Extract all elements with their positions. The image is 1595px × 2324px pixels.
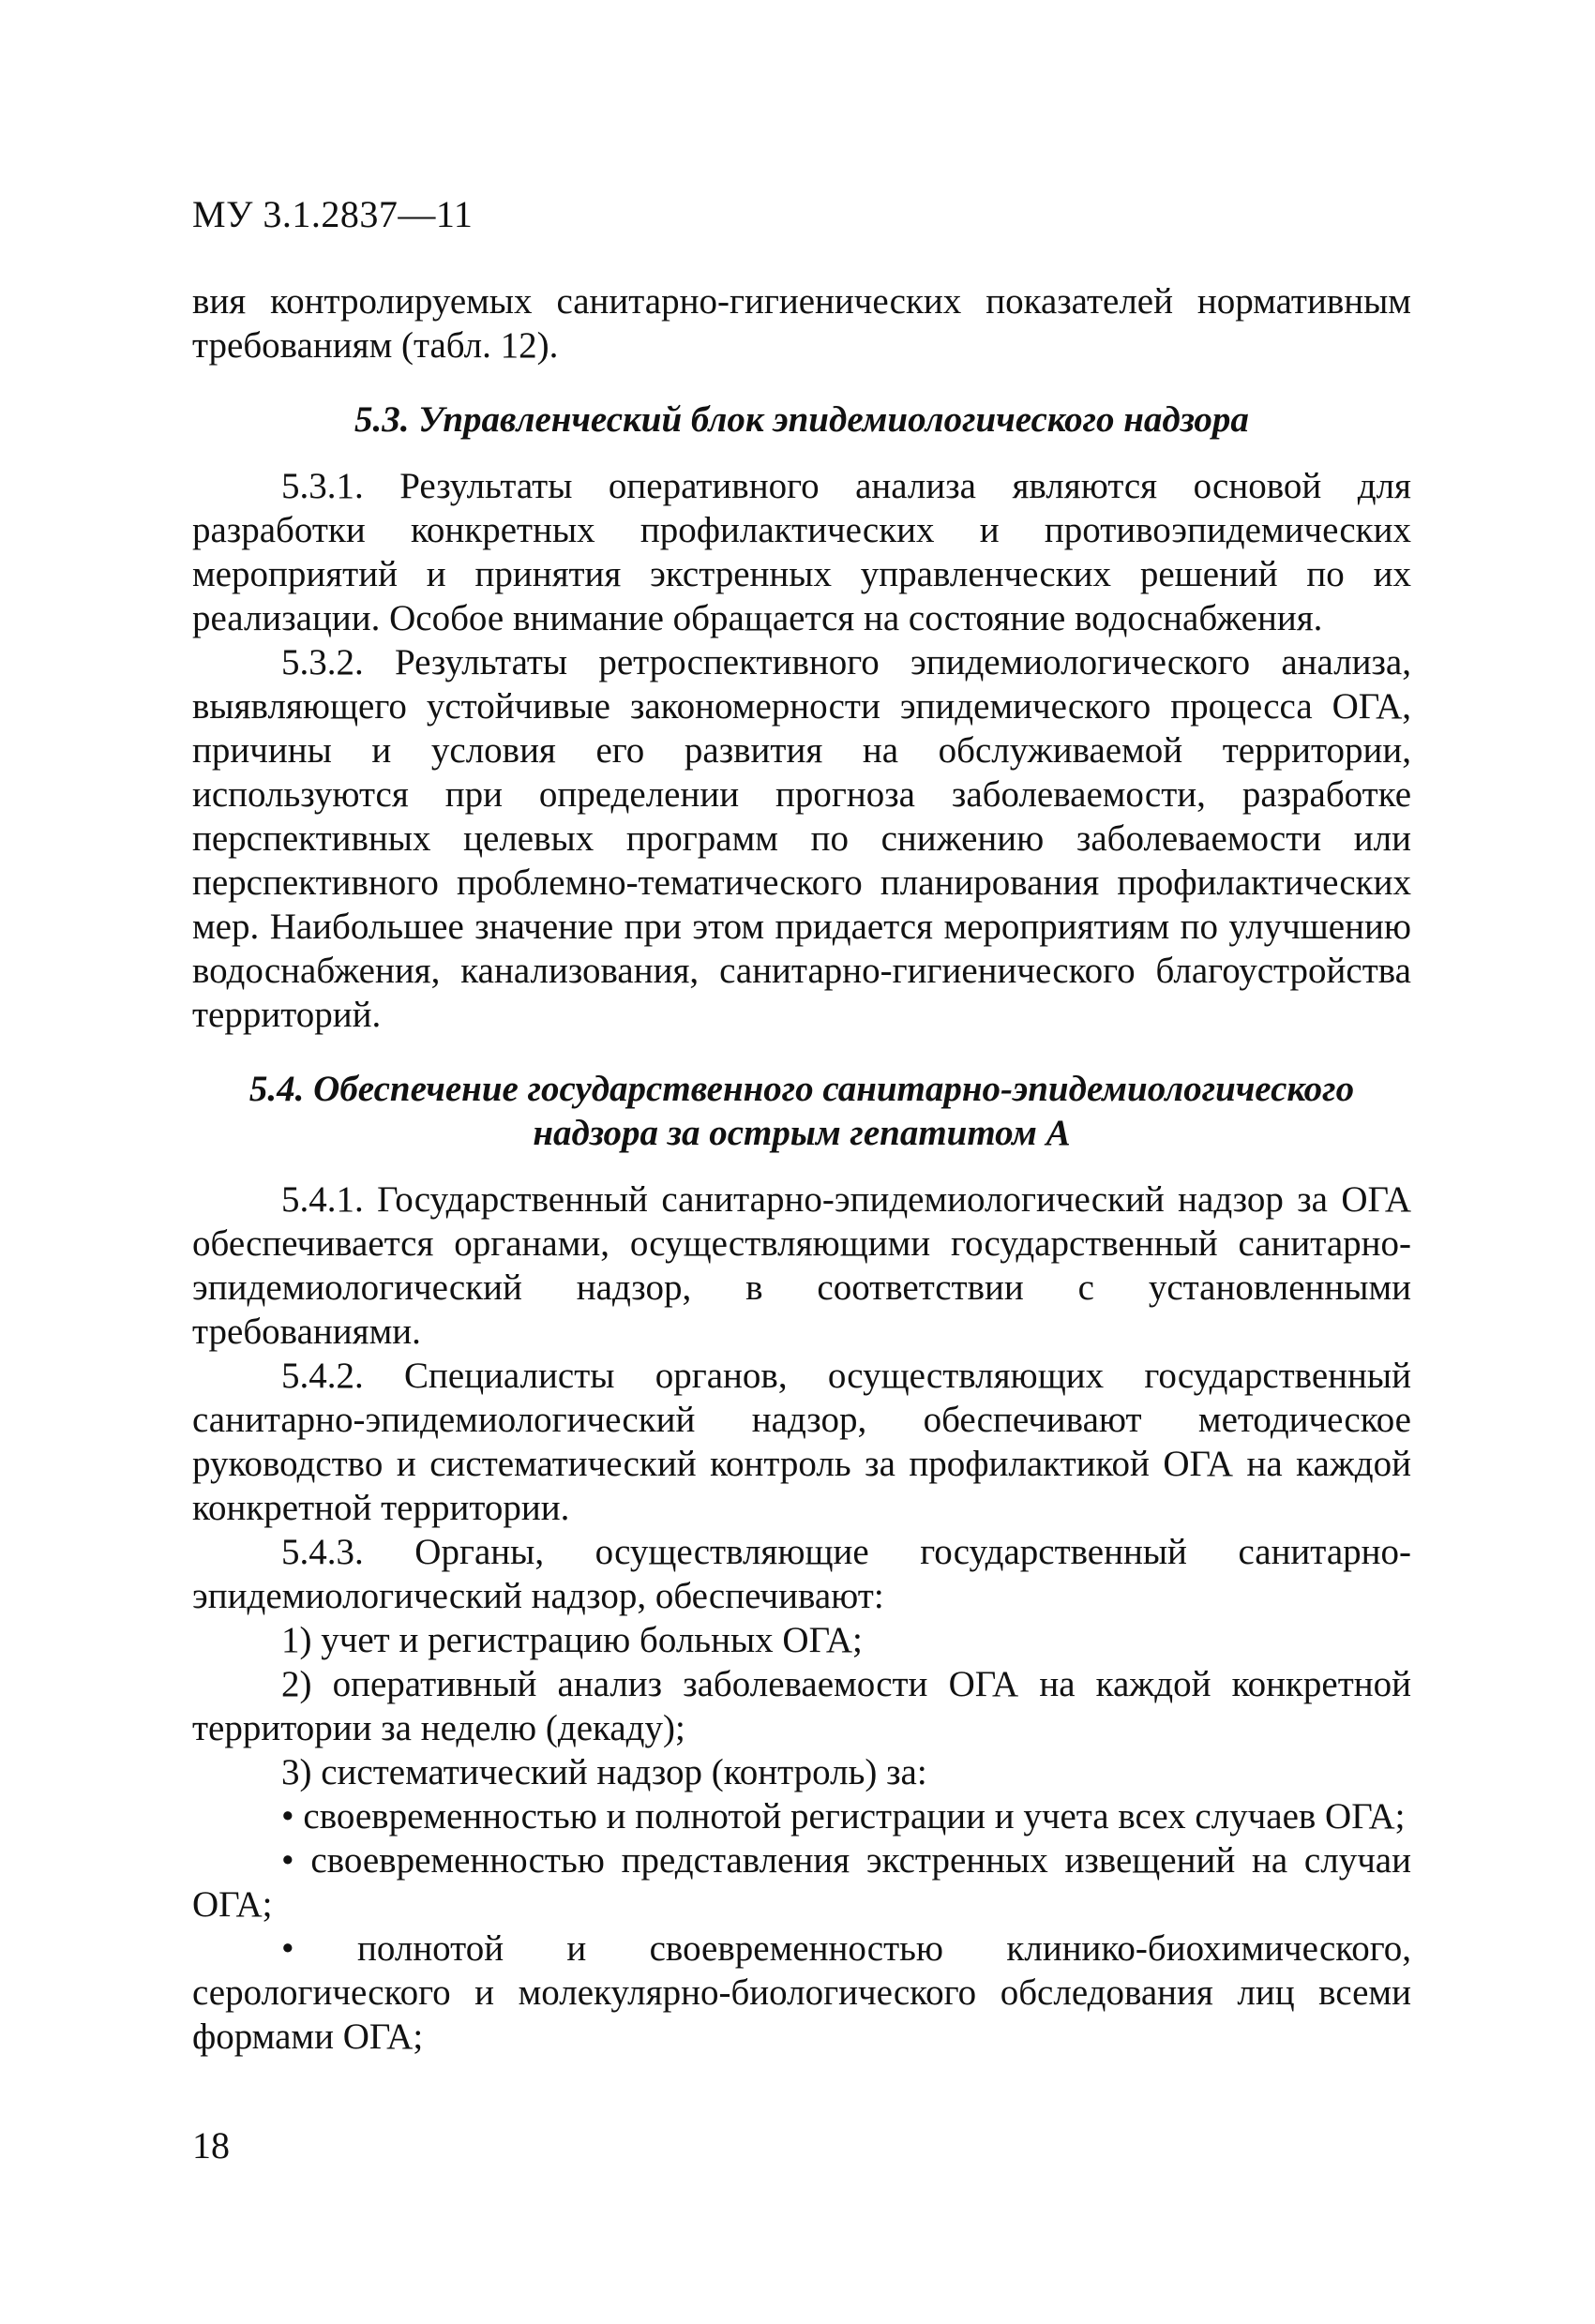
paragraph-5-4-2: 5.4.2. Специалисты органов, осуществляющих государственный санитарно-эпидемиологический надзор, обеспечивают методическое руководство и систематический контроль за профилактикой ОГА на каждой конкретной территории. bbox=[192, 1356, 1411, 1528]
paragraph-5-4-3: 5.4.3. Органы, осуществляющие государственный санитарно-эпидемиологический надзор, обеспечивают: bbox=[192, 1532, 1411, 1616]
section-heading-5-3 bbox=[192, 397, 1411, 442]
heading-line: 5.4. Обеспечение государственного санитарно-эпидемиологического bbox=[248, 1069, 1355, 1109]
paragraph-continuation: вия контролируемых санитарно-гигиенических показателей нормативным требованиям (табл. 12). bbox=[192, 281, 1411, 366]
paragraph-5-3-2: 5.3.2. Результаты ретроспективного эпидемиологического анализа, выявляющего устойчивые закономерности эпидемического процесса ОГА, причины и условия его развития на обслуживаемой территории, используются при определении прогноза заболеваемости, разработке перспективных целевых программ по снижению заболеваемости или перспективного проблемно-тематического планирования профилактических мер. Наибольшее значение при этом придается мероприятиям по улучшению водоснабжения, канализования, санитарно-гигиенического благоустройства территорий. bbox=[192, 642, 1411, 1035]
list-item-3: 3) систематический надзор (контроль) за: bbox=[281, 1752, 927, 1792]
paragraph-5-3-1: 5.3.1. Результаты оперативного анализа являются основой для разработки конкретных профилактических и противоэпидемических мероприятий и принятия экстренных управленческих решений по их реализации. Особое внимание обращается на состояние водоснабжения. bbox=[192, 466, 1411, 638]
page-number: 18 bbox=[192, 2124, 230, 2167]
section-heading-5-4 bbox=[192, 1067, 1411, 1155]
heading-line: 5.3. Управленческий блок эпидемиологического надзора bbox=[354, 399, 1249, 440]
list-item-2: 2) оперативный анализ заболеваемости ОГА на каждой конкретной территории за неделю (декаду); bbox=[192, 1664, 1411, 1748]
bullet-item: • своевременностью и полнотой регистрации и учета всех случаев ОГА; bbox=[281, 1796, 1406, 1837]
page-content bbox=[192, 279, 1411, 2059]
paragraph-5-4-1: 5.4.1. Государственный санитарно-эпидемиологический надзор за ОГА обеспечивается органами, осуществляющими государственный санитарно-эпидемиологический надзор, в соответствии с установленными требованиями. bbox=[192, 1179, 1411, 1352]
bullet-item: • полнотой и своевременностью клинико-биохимического, серологического и молекулярно-биологического обследования лиц всеми формами ОГА; bbox=[192, 1928, 1411, 2057]
list-item-1: 1) учет и регистрацию больных ОГА; bbox=[281, 1620, 863, 1660]
heading-line: надзора за острым гепатитом А bbox=[533, 1113, 1071, 1153]
bullet-item: • своевременностью представления экстренных извещений на случаи ОГА; bbox=[192, 1840, 1411, 1925]
running-header: МУ 3.1.2837—11 bbox=[192, 193, 474, 235]
